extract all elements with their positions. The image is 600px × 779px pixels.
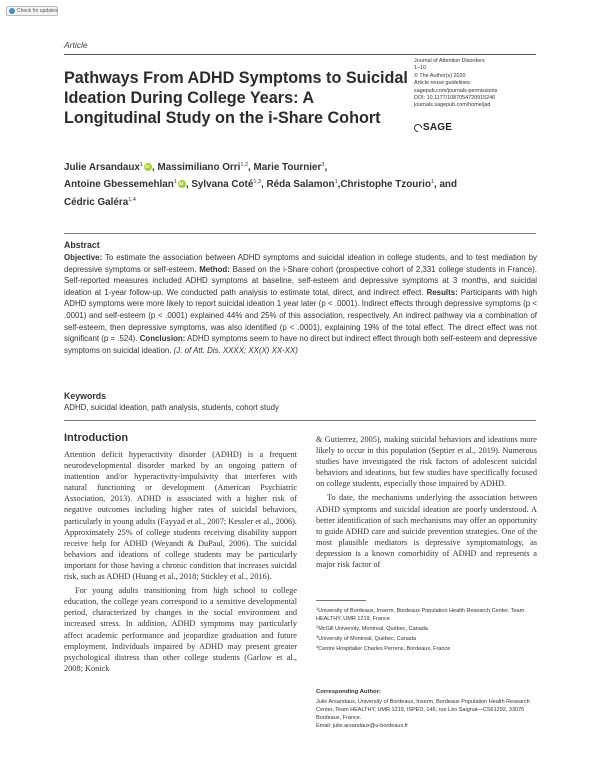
affiliation-text: University of Bordeaux, Inserm, Bordeaux Population Health Research Center, Team HEALTHY, UMR 1219, France (316, 608, 525, 623)
copyright: © The Author(s) 2020 (414, 72, 466, 79)
intro-paragraph-1: Attention deficit hyperactivity disorder (ADHD) is a frequent neurodevelopmental disorder marked by an ongoing pattern of inattention and/or hyperactivity-impulsivity that interferes with natural functioning or development (American Psychiatric Association, 2013). ADHD is associated with a higher risk of negative outcomes including higher rates of suicidal behaviors, particularly in young adults (Fayyad et al., 2007; Kessler et al., 2006). Approximately 25% of college students receiving disability support receive help for ADHD (Weyandt & DuPaul, 2006). The suicidal behaviors and ideations of college students may be particularly important for those having a chronic condition that increases suicidal risk, such as ADHD (Huang et al., 2018; Stickley et al., 2016). (64, 450, 297, 582)
intro-paragraph-continued: & Gutierrez, 2005), making suicidal behaviors and ideations more likely to occur in this population (Septier et al., 2019). Numerous studies have investigated the risk factors of adolescent suicidal behaviors and ideations, but few studies have specifically focused on college students, especially those impaired by ADHD. (316, 435, 537, 489)
sage-mark-icon (412, 122, 423, 133)
author-affiliation-mark: 1,4 (128, 196, 136, 203)
objective-label: Objective: (64, 253, 103, 262)
corresponding-email-line (316, 722, 537, 730)
method-label: Method: (199, 264, 230, 274)
author-name: Julie Arsandaux (64, 162, 140, 173)
author-affiliation-mark: 3 (321, 162, 325, 168)
sage-logo (414, 122, 452, 133)
author-name: Cédric Galéra (64, 196, 129, 208)
author-name: Réda Salamon (266, 179, 335, 191)
author-affiliation-mark: 1 (139, 162, 143, 168)
corresponding-author (316, 698, 537, 730)
method-text: Based on the i-Share cohort (prospective cohort of 2,331 college students in France). Self-reported measures included ADHD symptoms at baseline, self-esteem and depressive symptoms at 3 months, and suicidal ideation at 1-year follow-up. We conducted path analysis to estimate total, direct, and indirect effect. (64, 264, 538, 297)
results-label: Results: (426, 287, 458, 297)
affiliation-text: Centre Hospitalier Charles Perrens, Bordeaux, France (318, 646, 451, 653)
affiliation-text: McGill University, Montreal, Québec, Canada (318, 626, 428, 633)
journal-name: Journal of Attention Disorders (414, 58, 485, 64)
conclusion-text: ADHD symptoms seem to have no direct but indirect effect through both self-esteem and depressive symptoms on suicidal ideation. (64, 334, 537, 355)
abstract-body (64, 252, 537, 356)
author-name: Antoine Gbessemehlan (64, 179, 174, 191)
abstract-citation: (J. of Att. Dis. XXXX; XX(X) XX-XX) (173, 345, 298, 355)
author-name: Marie Tournier (253, 162, 322, 173)
corresponding-author-heading: Corresponding Author: (316, 689, 381, 695)
conclusion-label: Conclusion: (139, 334, 186, 344)
affiliation-item (316, 643, 537, 653)
affiliation-item (316, 633, 537, 643)
journal-info (414, 58, 549, 110)
author-separator: , (185, 179, 192, 191)
keywords-heading: Keywords (64, 391, 107, 401)
article-type: Article (64, 40, 88, 50)
journal-pages: 1–10 (414, 65, 426, 72)
affiliation-number: 4 (316, 644, 319, 650)
doi[interactable]: DOI: 10.1177/1087054720915246 (414, 95, 496, 102)
corresponding-email[interactable]: julie.arsandaux@u-bordeaux.fr (332, 723, 409, 730)
corresponding-address: Julie Arsandaux, University of Bordeaux, Inserm, Bordeaux Population Health Research Center, Team HEALTHY, UMR 1219, ISPED, 146, rue Léo Saignat—CS61292, 33076 Bordeaux, France. (316, 699, 530, 722)
author-separator: , (151, 162, 158, 173)
right-column (316, 434, 537, 570)
affiliation-number: 2 (316, 624, 319, 630)
abstract-divider (64, 233, 536, 234)
affiliation-item (316, 623, 537, 633)
email-label: Email: (316, 723, 333, 730)
author-affiliation-mark: 1 (173, 179, 177, 186)
keywords-divider (64, 420, 536, 421)
abstract-heading: Abstract (64, 240, 100, 250)
affiliation-number: 3 (316, 634, 319, 640)
keywords-list: ADHD, suicidal ideation, path analysis, students, cohort study (64, 403, 279, 412)
author-name: Christophe Tzourio (340, 179, 431, 191)
author-affiliation-mark: 1,3 (253, 179, 261, 186)
affiliation-number: 1 (316, 606, 319, 611)
footnote-divider (316, 600, 366, 601)
affiliation-item (316, 605, 537, 623)
paper-title: Pathways From ADHD Symptoms to Suicidal Ideation During College Years: A Longitudinal Study on the i-Share Cohort (64, 69, 408, 127)
check-for-updates-badge[interactable] (6, 6, 58, 16)
top-divider (64, 54, 536, 55)
objective-text: To estimate the association between ADHD symptoms and suicidal ideation in college students, and to test mediation by depressive symptoms or self-esteem. (64, 253, 537, 274)
author-separator: , (324, 162, 328, 173)
reuse-guidelines: Article reuse guidelines: (414, 80, 472, 87)
results-text: Participants with high ADHD symptoms were more likely to report suicidal ideation 1 year later (p < .0001). Indirect effects through depressive symptoms (p < .0001) and self-esteem (p < .0001) explained 44% and 25% of this association, respectively. An indirect pathway via a combination of self-esteem, then depressive symptoms, was also identified (p < .0001), explaining 19% of the total effect. The direct effect was not significant (p = .524). (64, 287, 537, 344)
author-list (64, 158, 464, 210)
reuse-url[interactable]: sagepub.com/journals-permissions (414, 87, 498, 94)
author-separator: , (337, 179, 341, 191)
orcid-icon[interactable] (178, 180, 186, 188)
author-separator: , (248, 162, 254, 173)
author-affiliation-mark: 1 (430, 179, 434, 186)
author-affiliation-mark: 1 (334, 179, 338, 186)
intro-paragraph-3: To date, the mechanisms underlying the association between ADHD symptoms and suicidal ideation are poorly understood. A better identification of such mechanisms may offer an opportunity to guide ADHD care and suicide prevention strategies. One of the most plausible mediators is depressive symptomatology, as depression is a known comorbidity of ADHD and represents a major risk factor of (316, 493, 537, 570)
sage-wordmark: SAGE (423, 122, 453, 133)
affiliation-text: University of Montreal, Québec, Canada (318, 636, 417, 643)
author-separator: , (261, 179, 267, 191)
author-name: Sylvana Coté (191, 179, 254, 191)
check-updates-label: Check for updates (17, 8, 58, 14)
author-separator: , and (433, 179, 457, 191)
orcid-icon[interactable] (144, 163, 152, 171)
check-updates-icon (9, 8, 15, 14)
author-name: Massimiliano Orri (157, 162, 241, 173)
introduction-heading: Introduction (64, 432, 129, 444)
affiliations (316, 605, 537, 653)
left-column (64, 449, 297, 674)
intro-paragraph-2: For young adults transitioning from high school to college education, the college years correspond to a sensitive developmental period, characterized by changes in the social environment and increased stress. In addition, ADHD symptoms may particularly affect academic performance and jeopardize graduation and future employment. Individuals impaired by ADHD may present greater psychological distress than other college students (Garlow et al., 2008; Konick (64, 586, 297, 673)
journal-home-url[interactable]: journals.sagepub.com/home/jad (414, 102, 491, 109)
author-affiliation-mark: 1,2 (240, 162, 249, 168)
